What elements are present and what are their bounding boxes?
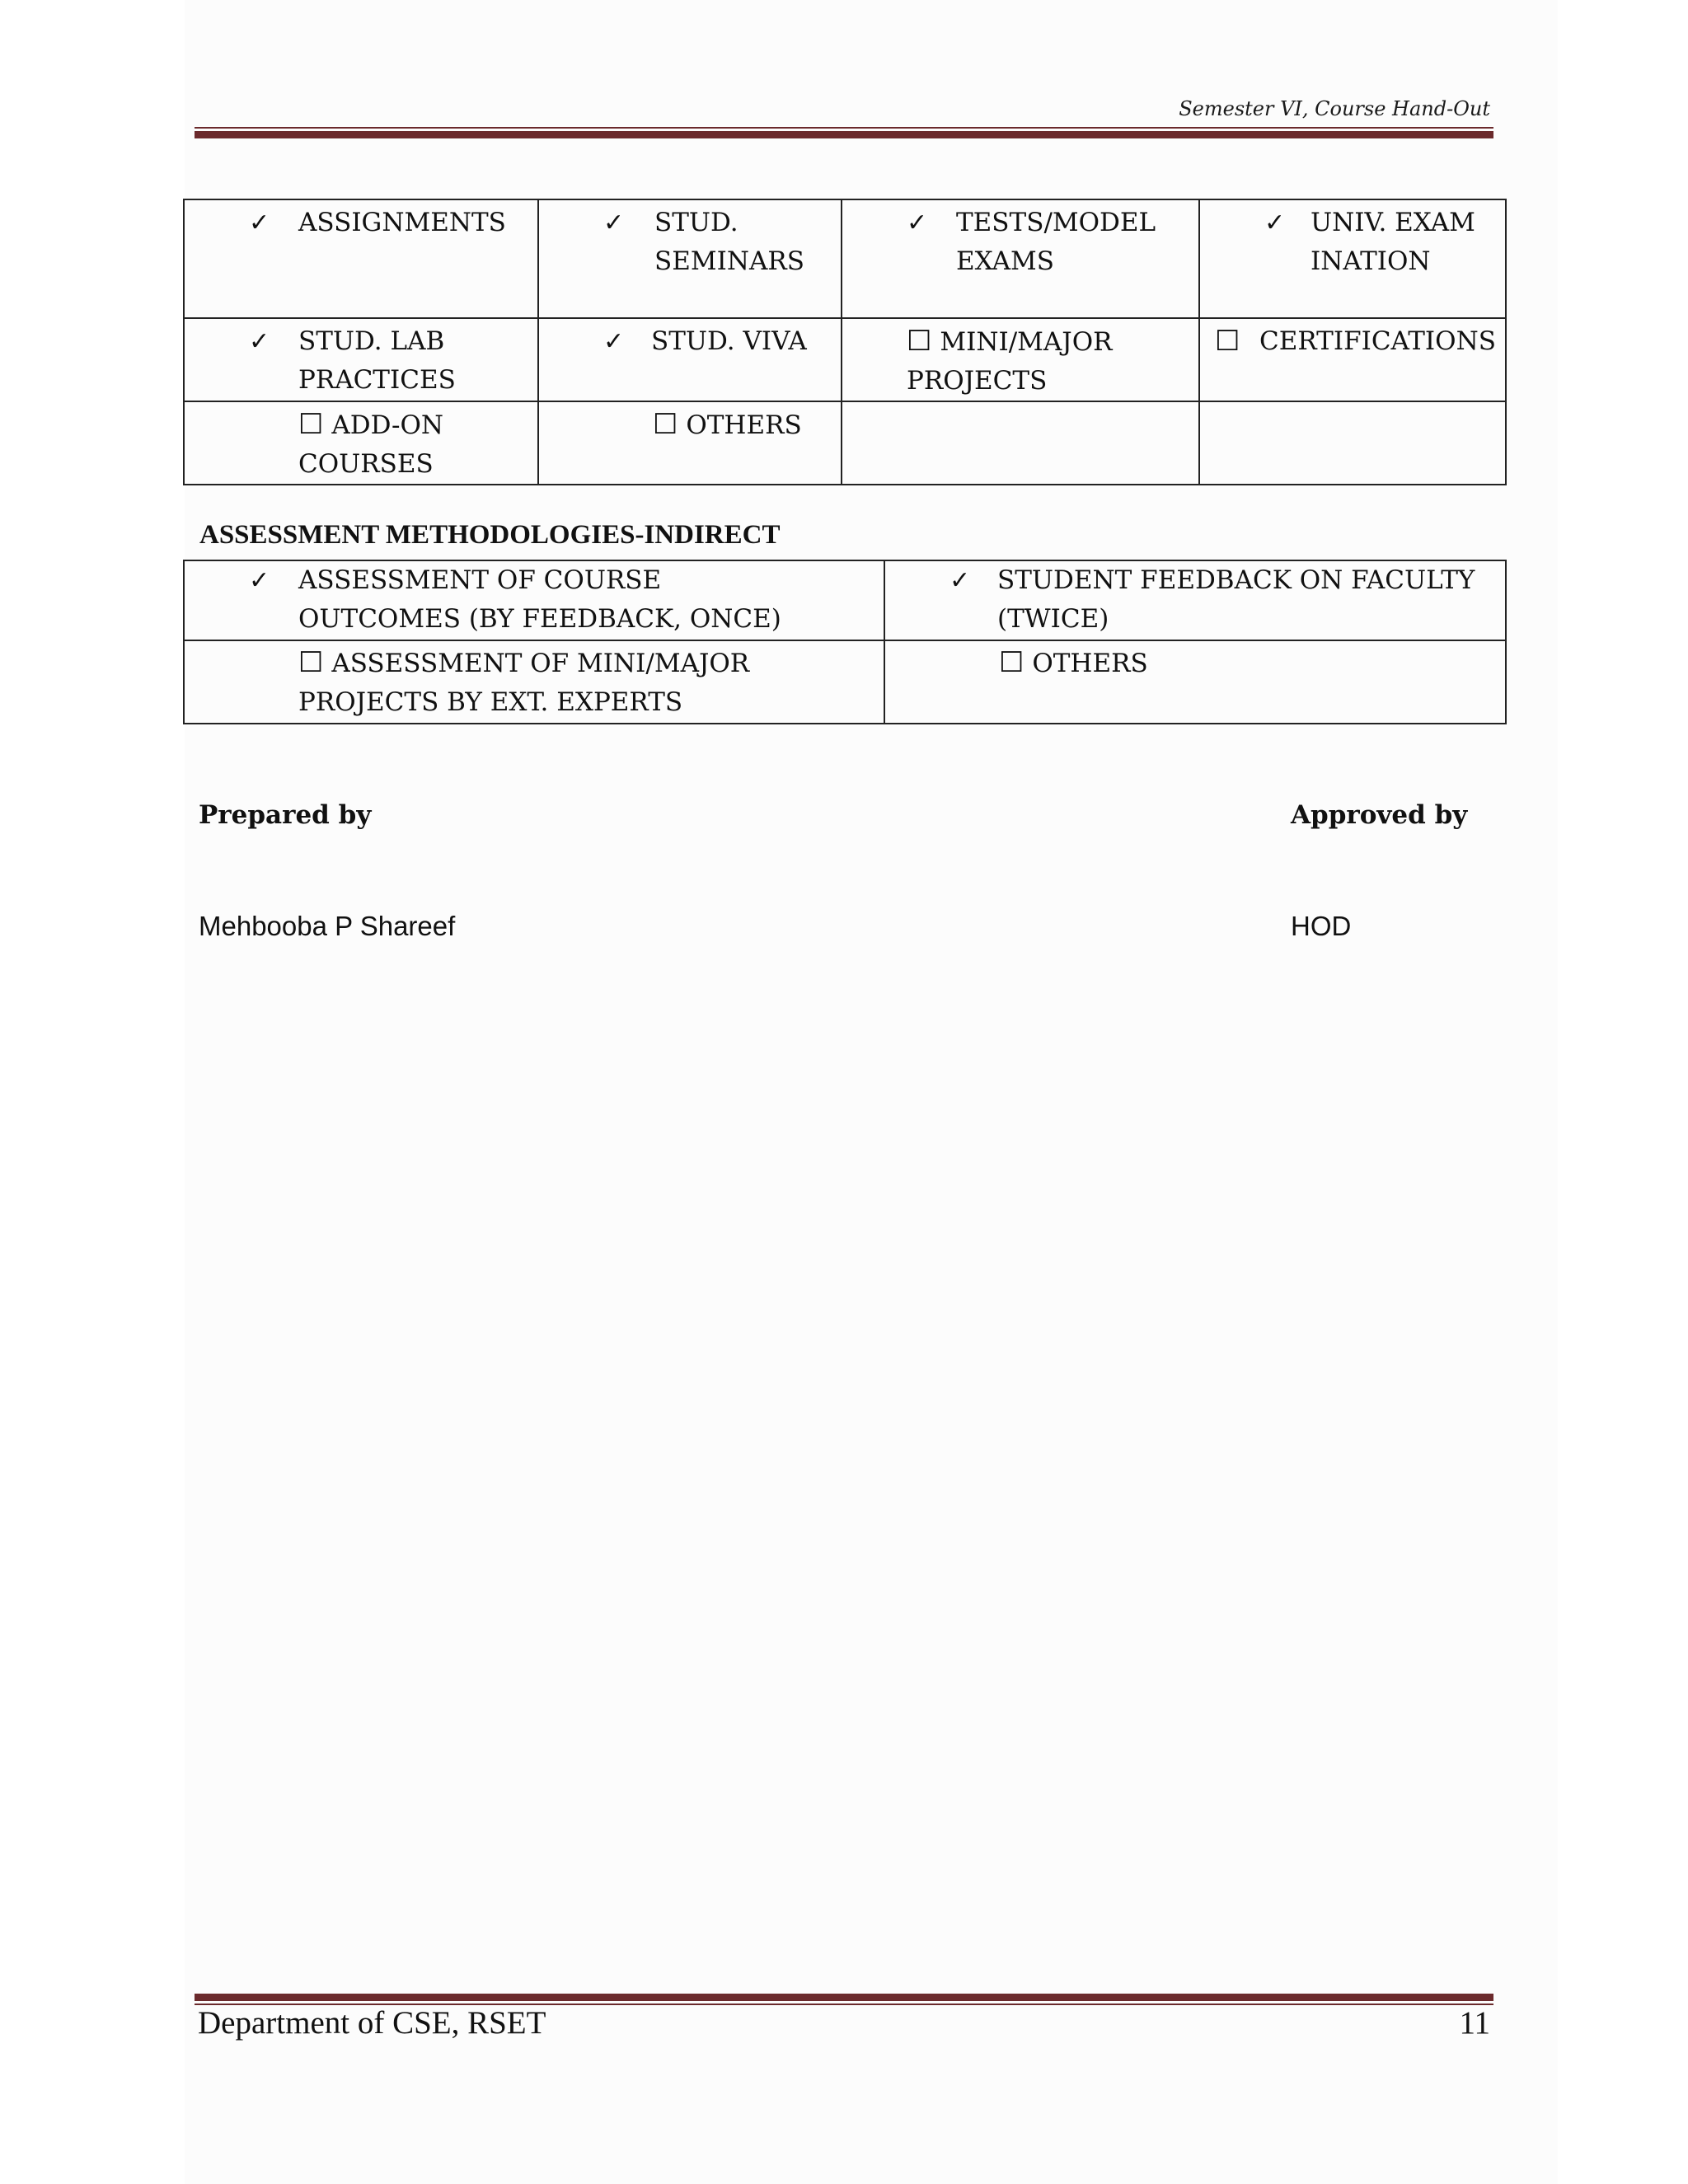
table-cell — [842, 199, 1199, 318]
table-cell — [842, 318, 1199, 401]
table-cell — [184, 199, 538, 318]
header-rule-thick — [195, 131, 1493, 138]
table-cell — [1199, 401, 1506, 485]
table-cell — [184, 401, 538, 485]
check-icon: ✓ — [1264, 209, 1286, 237]
checkbox-icon: ☐ — [653, 408, 678, 441]
item-label: STUDENT FEEDBACK ON FACULTY (TWICE) — [997, 565, 1475, 634]
check-icon: ✓ — [603, 327, 625, 356]
item-label: ASSESSMENT OF MINI/MAJOR PROJECTS BY EXT. EXPERTS — [298, 649, 750, 717]
approved-by-label: Approved by — [1291, 800, 1468, 830]
section-title: ASSESSMENT METHODOLOGIES-INDIRECT — [199, 520, 781, 550]
indirect-assessment-table — [183, 560, 1507, 724]
checkbox-icon: ☐ — [298, 408, 324, 441]
page-number: 11 — [1459, 2005, 1490, 2041]
item-label: OTHERS — [1032, 649, 1148, 678]
table-cell — [538, 401, 842, 485]
check-icon: ✓ — [249, 209, 270, 237]
table-cell — [842, 401, 1199, 485]
item-label: ASSESSMENT OF COURSE OUTCOMES (BY FEEDBACK, ONCE) — [298, 565, 781, 634]
item-label: MINI/MAJOR PROJECTS — [907, 327, 1113, 396]
check-icon: ✓ — [249, 327, 270, 356]
item-label: OTHERS — [686, 410, 802, 440]
check-icon: ✓ — [950, 566, 971, 595]
table-cell — [538, 318, 842, 401]
check-icon: ✓ — [907, 209, 928, 237]
checkbox-icon: ☐ — [298, 646, 324, 679]
table-row — [184, 401, 1506, 485]
footer-rule-thick — [195, 1994, 1493, 2001]
item-label: TESTS/MODEL EXAMS — [956, 208, 1156, 276]
checkbox-icon: ☐ — [907, 325, 932, 358]
header-rule-thin — [195, 127, 1493, 129]
running-header: Semester VI, Course Hand-Out — [1179, 97, 1490, 120]
item-label: ASSIGNMENTS — [298, 208, 506, 237]
check-icon: ✓ — [249, 566, 270, 595]
prepared-by-label: Prepared by — [199, 800, 372, 830]
item-label: STUD. SEMINARS — [654, 208, 804, 276]
table-row — [184, 640, 1506, 724]
item-label: CERTIFICATIONS — [1259, 326, 1496, 356]
preparer-name: Mehbooba P Shareef — [199, 911, 456, 941]
item-label: ADD-ON COURSES — [298, 410, 444, 479]
table-cell — [1199, 199, 1506, 318]
table-cell — [184, 560, 884, 640]
table-row — [184, 560, 1506, 640]
table-row — [184, 199, 1506, 318]
table-cell — [1199, 318, 1506, 401]
table-cell — [184, 640, 884, 724]
table-row — [184, 318, 1506, 401]
direct-assessment-table — [183, 199, 1507, 485]
item-label: STUD. VIVA — [651, 326, 807, 356]
table-cell — [538, 199, 842, 318]
footer-department: Department of CSE, RSET — [198, 2005, 546, 2041]
approver-name: HOD — [1291, 911, 1352, 941]
check-icon: ✓ — [603, 209, 625, 237]
table-cell — [884, 640, 1506, 724]
table-cell — [884, 560, 1506, 640]
item-label: STUD. LAB PRACTICES — [298, 326, 456, 395]
checkbox-icon: ☐ — [999, 646, 1025, 679]
item-label: UNIV. EXAMINATION — [1311, 208, 1475, 276]
table-cell — [184, 318, 538, 401]
checkbox-icon: ☐ — [1215, 325, 1240, 358]
